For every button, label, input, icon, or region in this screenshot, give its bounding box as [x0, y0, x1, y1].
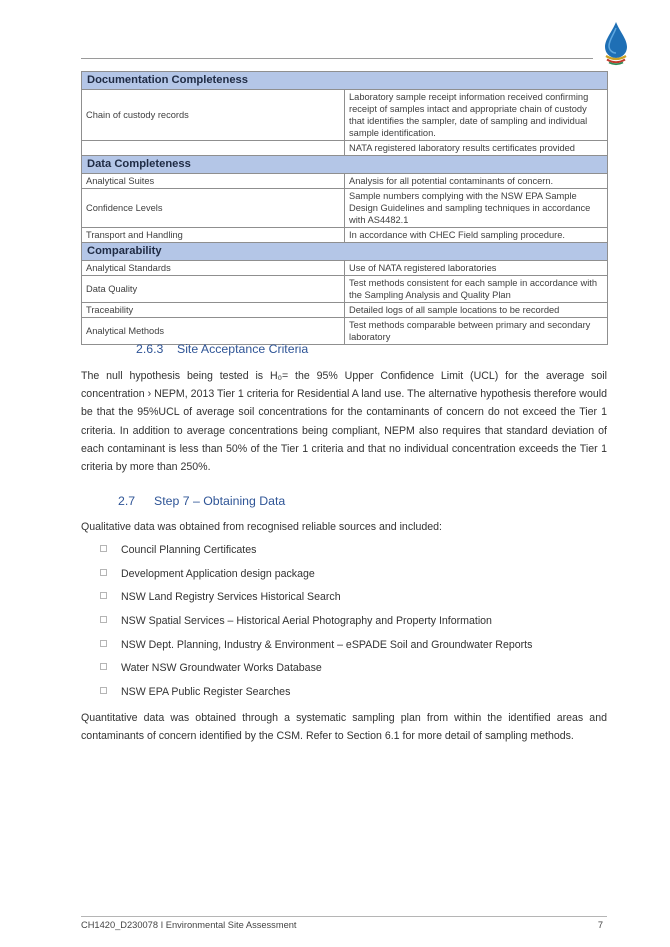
list-item-text: Water NSW Groundwater Works Database — [121, 662, 322, 675]
section-title: Data Completeness — [82, 156, 608, 174]
header-rule — [81, 58, 593, 59]
list-item-text: Development Application design package — [121, 567, 315, 580]
list-item-text: NSW Spatial Services – Historical Aerial Photography and Property Information — [121, 615, 492, 628]
square-bullet-icon — [100, 592, 107, 599]
row-label: Analytical Standards — [82, 261, 345, 276]
table-row — [82, 141, 608, 156]
row-description: Analysis for all potential contaminants of concern. — [345, 174, 608, 189]
row-label — [82, 141, 345, 156]
row-description: Test methods consistent for each sample in accordance with the Sampling Analysis and Quality Plan — [345, 276, 608, 303]
row-label: Confidence Levels — [82, 189, 345, 228]
table-row — [82, 261, 608, 276]
square-bullet-icon — [100, 640, 107, 647]
list-item-text: NSW Land Registry Services Historical Search — [121, 591, 341, 604]
quantitative-paragraph: Quantitative data was obtained through a systematic sampling plan from within the identified areas and contaminants of concern identified by the CSM. Refer to Section 6.1 for more detail of sampling methods. — [81, 712, 607, 743]
square-bullet-icon — [100, 616, 107, 623]
data-quality-table — [81, 71, 608, 345]
footer-document-id: CH1420_D230078 I Environmental Site Assessment — [81, 920, 297, 930]
section-number: 2.6.3 — [136, 342, 164, 356]
water-drop-logo — [600, 20, 632, 66]
list-item-text: NSW Dept. Planning, Industry & Environment – eSPADE Soil and Groundwater Reports — [121, 638, 533, 651]
list-item — [100, 586, 532, 610]
square-bullet-icon — [100, 569, 107, 576]
table-section-header — [82, 243, 608, 261]
row-label: Analytical Suites — [82, 174, 345, 189]
section-number: 2.7 — [118, 494, 136, 508]
list-item — [100, 681, 532, 705]
row-description: NATA registered laboratory results certificates provided — [345, 141, 608, 156]
row-label: Transport and Handling — [82, 228, 345, 243]
row-description: Laboratory sample receipt information received confirming receipt of samples intact and appropriate chain of custody that identifies the sampler, date of sampling and individual sample identification. — [345, 90, 608, 141]
section-title: Documentation Completeness — [82, 72, 608, 90]
list-item — [100, 539, 532, 563]
footer-rule — [81, 916, 607, 917]
table-row — [82, 276, 608, 303]
square-bullet-icon — [100, 687, 107, 694]
section-heading-2-6-3 — [136, 342, 308, 356]
table-section-header — [82, 156, 608, 174]
table-row — [82, 228, 608, 243]
table-section-header — [82, 72, 608, 90]
section-title: Site Acceptance Criteria — [177, 342, 309, 356]
list-item — [100, 563, 532, 587]
row-description: Detailed logs of all sample locations to be recorded — [345, 303, 608, 318]
row-label: Data Quality — [82, 276, 345, 303]
square-bullet-icon — [100, 545, 107, 552]
row-description: Test methods comparable between primary and secondary laboratory — [345, 318, 608, 345]
section-title: Step 7 – Obtaining Data — [154, 494, 286, 508]
section-heading-2-7 — [118, 494, 285, 508]
table-row — [82, 90, 608, 141]
table-row — [82, 174, 608, 189]
table-row — [82, 303, 608, 318]
sources-list — [100, 539, 532, 705]
list-item-text: Council Planning Certificates — [121, 544, 257, 556]
page-number: 7 — [597, 920, 603, 930]
acceptance-criteria-paragraph: The null hypothesis being tested is H₀= the 95% Upper Confidence Limit (UCL) for the average soil concentration › NEPM, 2013 Tier 1 criteria for Residential A land use. The alternative hypothesis therefore would be that the 95%UCL of average soil concentrations for the contaminants of concern do not exceed the Tier 1 criteria. In addition to average concentrations being compliant, NEPM also requires that standard deviation of each contaminant is less than 50% of the Tier 1 criteria and that no individual concentration exceeds the Tier 1 criteria by more than 250%. — [81, 370, 607, 474]
list-item-text: NSW EPA Public Register Searches — [121, 686, 291, 699]
row-description: In accordance with CHEC Field sampling procedure. — [345, 228, 608, 243]
row-label: Analytical Methods — [82, 318, 345, 345]
section-title: Comparability — [82, 243, 608, 261]
table-row — [82, 189, 608, 228]
row-description: Use of NATA registered laboratories — [345, 261, 608, 276]
row-label: Chain of custody records — [82, 90, 345, 141]
list-item — [100, 610, 532, 634]
qualitative-intro: Qualitative data was obtained from recognised reliable sources and included: — [81, 521, 442, 533]
row-description: Sample numbers complying with the NSW EPA Sample Design Guidelines and sampling techniques in accordance with AS4482.1 — [345, 189, 608, 228]
list-item — [100, 657, 532, 681]
table-row — [82, 318, 608, 345]
list-item — [100, 634, 532, 658]
row-label: Traceability — [82, 303, 345, 318]
square-bullet-icon — [100, 663, 107, 670]
